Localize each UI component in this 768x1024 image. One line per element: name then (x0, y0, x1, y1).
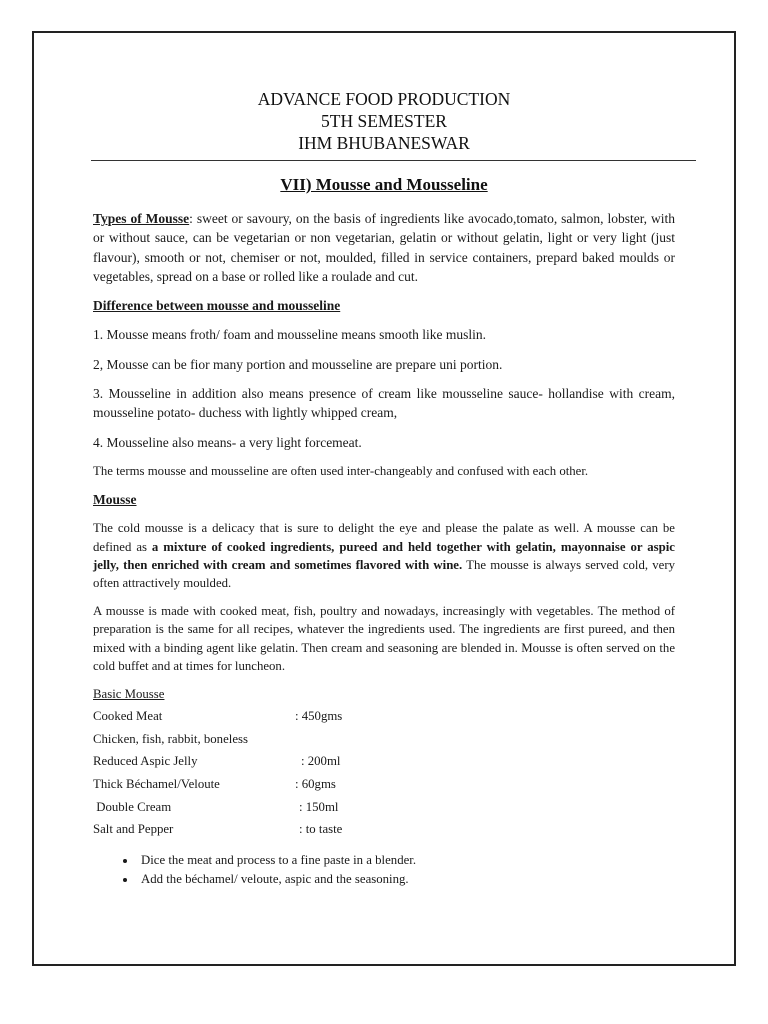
mousse-paragraph-2: A mousse is made with cooked meat, fish, poultry and nowadays, increasingly with vegetables. The method of preparation is the same for all recipes, whatever the ingredients used. The ingredients are first pureed, and then mixed with a binding agent like gelatin. Then cream and seasoning are blended in. Mousse is often served on the cold buffet and at times for luncheon. (93, 604, 675, 673)
ingredient-qty (295, 732, 342, 755)
ingredient-qty: : 60gms (295, 777, 336, 792)
ingredient-name: Double Cream (93, 799, 172, 814)
method-step: • Add the béchamel/ veloute, aspic and the seasoning. (137, 870, 675, 890)
header-semester: 5TH SEMESTER (321, 111, 447, 131)
ingredient-row (93, 709, 342, 732)
difference-point-4: 4. Mousseline also means- a very light forcemeat. (93, 434, 362, 450)
ingredient-name: Reduced Aspic Jelly (93, 754, 198, 769)
difference-point-2: 2, Mousse can be fior many portion and mousseline are prepare uni portion. (93, 356, 503, 372)
difference-note: The terms mousse and mousseline are often used inter-changeably and confused with each other. (93, 463, 589, 478)
ingredient-row (93, 754, 342, 777)
ingredient-qty: : 200ml (301, 754, 341, 769)
types-label: Types of Mousse (93, 211, 190, 226)
mousse-p1-start: The cold mousse is a delicacy that is sure to delight the eye and please the palate as well. A mousse can be defined as (93, 521, 675, 554)
mousse-heading: Mousse (93, 492, 137, 508)
difference-point-3: 3. Mousseline in addition also means presence of cream like mousseline sauce- hollandise with cream, mousseline potato- duchess with lightly whipped cream, (93, 386, 675, 421)
ingredient-row (93, 777, 342, 800)
ingredient-qty: : to taste (299, 822, 343, 837)
ingredient-row (93, 822, 342, 845)
header-rule (91, 160, 696, 161)
types-text: : sweet or savoury, on the basis of ingredients like avocado,tomato, salmon, lobster, with or without sauce, can be vegetarian or non vegetarian, gelatin or without gelatin, light or very light (just flavour), smooth or not, chemiser or not, moulded, filled in service containers, prepard baked moulds or vegetables, spread on a base or rolled like a roulade and cut. (93, 211, 675, 284)
basic-mousse-heading: Basic Mousse (93, 687, 165, 702)
ingredient-name: Chicken, fish, rabbit, boneless (93, 731, 248, 746)
ingredient-row (93, 732, 342, 755)
ingredient-qty: : 450gms (295, 709, 343, 724)
document-content (93, 88, 675, 890)
ingredient-qty: : 150ml (299, 799, 339, 814)
mousse-definition: a mixture of cooked ingredients, pureed and held together with gelatin, mayonnaise or aspic jelly, then enriched with cream and sometimes flavored with wine. (93, 539, 675, 572)
header-course: ADVANCE FOOD PRODUCTION (257, 89, 511, 109)
section-title: VII) Mousse and Mousseline (280, 175, 488, 194)
difference-point-1: 1. Mousse means froth/ foam and mousseline means smooth like muslin. (93, 327, 486, 343)
ingredient-name: Salt and Pepper (93, 822, 174, 837)
document-header (93, 88, 675, 154)
mousse-paragraph-1 (93, 519, 675, 592)
ingredient-name: Thick Béchamel/Veloute (93, 777, 220, 792)
types-paragraph (93, 209, 675, 286)
method-steps (93, 851, 675, 890)
ingredient-row (93, 800, 342, 823)
difference-heading: Difference between mousse and mousseline (93, 298, 341, 314)
ingredients-table (93, 709, 342, 845)
ingredient-name: Cooked Meat (93, 709, 163, 724)
mousse-p1-end: The mousse is always served cold, very often attractively moulded. (93, 557, 676, 591)
method-step: • Dice the meat and process to a fine paste in a blender. (137, 851, 675, 871)
header-institute: IHM BHUBANESWAR (298, 133, 470, 153)
